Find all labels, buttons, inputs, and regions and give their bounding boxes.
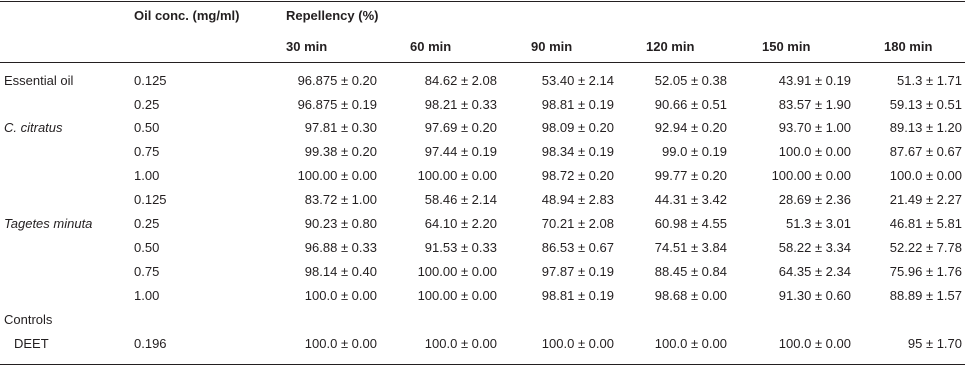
- repellency-cell: 99.38 ± 0.20: [304, 144, 377, 159]
- repellency-cell: 100.00 ± 0.00: [297, 168, 377, 183]
- repellency-cell: 44.31 ± 3.42: [654, 192, 727, 207]
- repellency-cell: 21.49 ± 2.27: [889, 192, 962, 207]
- repellency-cell: 84.62 ± 2.08: [424, 73, 497, 88]
- repellency-cell: 51.3 ± 1.71: [897, 73, 962, 88]
- oil-conc-cell: 1.00: [134, 288, 160, 303]
- repellency-cell: 43.91 ± 0.19: [778, 73, 851, 88]
- time-header: 90 min: [531, 39, 573, 54]
- time-header: 150 min: [762, 39, 811, 54]
- repellency-cell: 58.46 ± 2.14: [424, 192, 497, 207]
- time-header: 120 min: [646, 39, 695, 54]
- row-label: Tagetes minuta: [4, 216, 93, 231]
- header-rule: [0, 62, 965, 63]
- oil-conc-cell: 0.50: [134, 240, 160, 255]
- repellency-cell: 96.875 ± 0.20: [297, 73, 377, 88]
- repellency-cell: 98.14 ± 0.40: [304, 264, 377, 279]
- table-bottom-rule: [0, 364, 965, 365]
- repellency-cell: 46.81 ± 5.81: [889, 216, 962, 231]
- oil-conc-cell: 0.125: [134, 192, 167, 207]
- repellency-cell: 87.67 ± 0.67: [889, 144, 962, 159]
- repellency-cell: 51.3 ± 3.01: [786, 216, 851, 231]
- oil-conc-header: Oil conc. (mg/ml): [134, 8, 240, 23]
- row-label: Essential oil: [4, 73, 74, 88]
- repellency-cell: 83.57 ± 1.90: [778, 97, 851, 112]
- repellency-cell: 70.21 ± 2.08: [541, 216, 614, 231]
- repellency-cell: 100.0 ± 0.00: [424, 336, 497, 351]
- repellency-cell: 100.0 ± 0.00: [889, 168, 962, 183]
- repellency-cell: 100.0 ± 0.00: [304, 336, 377, 351]
- repellency-cell: 100.0 ± 0.00: [778, 144, 851, 159]
- repellency-cell: 100.0 ± 0.00: [778, 336, 851, 351]
- repellency-cell: 98.81 ± 0.19: [541, 97, 614, 112]
- row-label: DEET: [14, 336, 49, 351]
- repellency-cell: 98.21 ± 0.33: [424, 97, 497, 112]
- repellency-cell: 99.77 ± 0.20: [654, 168, 727, 183]
- repellency-cell: 64.35 ± 2.34: [778, 264, 851, 279]
- repellency-cell: 60.98 ± 4.55: [654, 216, 727, 231]
- repellency-cell: 100.00 ± 0.00: [417, 288, 497, 303]
- repellency-cell: 98.81 ± 0.19: [541, 288, 614, 303]
- oil-conc-cell: 0.125: [134, 73, 167, 88]
- time-header: 30 min: [286, 39, 328, 54]
- time-header: 60 min: [410, 39, 452, 54]
- repellency-cell: 58.22 ± 3.34: [778, 240, 851, 255]
- repellency-cell: 59.13 ± 0.51: [889, 97, 962, 112]
- repellency-cell: 75.96 ± 1.76: [889, 264, 962, 279]
- repellency-cell: 90.66 ± 0.51: [654, 97, 727, 112]
- repellency-cell: 96.875 ± 0.19: [297, 97, 377, 112]
- repellency-cell: 100.0 ± 0.00: [304, 288, 377, 303]
- repellency-cell: 91.30 ± 0.60: [778, 288, 851, 303]
- time-header: 180 min: [884, 39, 933, 54]
- repellency-cell: 48.94 ± 2.83: [541, 192, 614, 207]
- table-top-rule: [0, 1, 965, 2]
- repellency-cell: 91.53 ± 0.33: [424, 240, 497, 255]
- oil-conc-cell: 0.25: [134, 216, 160, 231]
- repellency-cell: 98.72 ± 0.20: [541, 168, 614, 183]
- repellency-cell: 88.45 ± 0.84: [654, 264, 727, 279]
- repellency-cell: 100.00 ± 0.00: [771, 168, 851, 183]
- oil-conc-cell: 0.50: [134, 120, 160, 135]
- oil-conc-cell: 0.75: [134, 144, 160, 159]
- oil-conc-cell: 1.00: [134, 168, 160, 183]
- repellency-cell: 100.00 ± 0.00: [417, 168, 497, 183]
- repellency-cell: 97.87 ± 0.19: [541, 264, 614, 279]
- repellency-cell: 83.72 ± 1.00: [304, 192, 377, 207]
- repellency-cell: 86.53 ± 0.67: [541, 240, 614, 255]
- repellency-cell: 92.94 ± 0.20: [654, 120, 727, 135]
- repellency-cell: 99.0 ± 0.19: [662, 144, 727, 159]
- repellency-cell: 52.22 ± 7.78: [889, 240, 962, 255]
- repellency-cell: 96.88 ± 0.33: [304, 240, 377, 255]
- repellency-cell: 88.89 ± 1.57: [889, 288, 962, 303]
- repellency-cell: 93.70 ± 1.00: [778, 120, 851, 135]
- oil-conc-cell: 0.75: [134, 264, 160, 279]
- row-label: C. citratus: [4, 120, 63, 135]
- repellency-cell: 100.0 ± 0.00: [541, 336, 614, 351]
- repellency-cell: 97.69 ± 0.20: [424, 120, 497, 135]
- repellency-cell: 98.68 ± 0.00: [654, 288, 727, 303]
- repellency-cell: 100.00 ± 0.00: [417, 264, 497, 279]
- repellency-header: Repellency (%): [286, 8, 379, 23]
- oil-conc-cell: 0.25: [134, 97, 160, 112]
- repellency-cell: 28.69 ± 2.36: [778, 192, 851, 207]
- repellency-cell: 52.05 ± 0.38: [654, 73, 727, 88]
- repellency-cell: 97.81 ± 0.30: [304, 120, 377, 135]
- row-label: Controls: [4, 312, 53, 327]
- oil-conc-cell: 0.196: [134, 336, 167, 351]
- repellency-cell: 64.10 ± 2.20: [424, 216, 497, 231]
- repellency-cell: 89.13 ± 1.20: [889, 120, 962, 135]
- repellency-cell: 97.44 ± 0.19: [424, 144, 497, 159]
- repellency-cell: 74.51 ± 3.84: [654, 240, 727, 255]
- repellency-cell: 98.34 ± 0.19: [541, 144, 614, 159]
- repellency-cell: 95 ± 1.70: [907, 336, 962, 351]
- repellency-cell: 100.0 ± 0.00: [654, 336, 727, 351]
- repellency-cell: 53.40 ± 2.14: [541, 73, 614, 88]
- repellency-cell: 90.23 ± 0.80: [304, 216, 377, 231]
- repellency-cell: 98.09 ± 0.20: [541, 120, 614, 135]
